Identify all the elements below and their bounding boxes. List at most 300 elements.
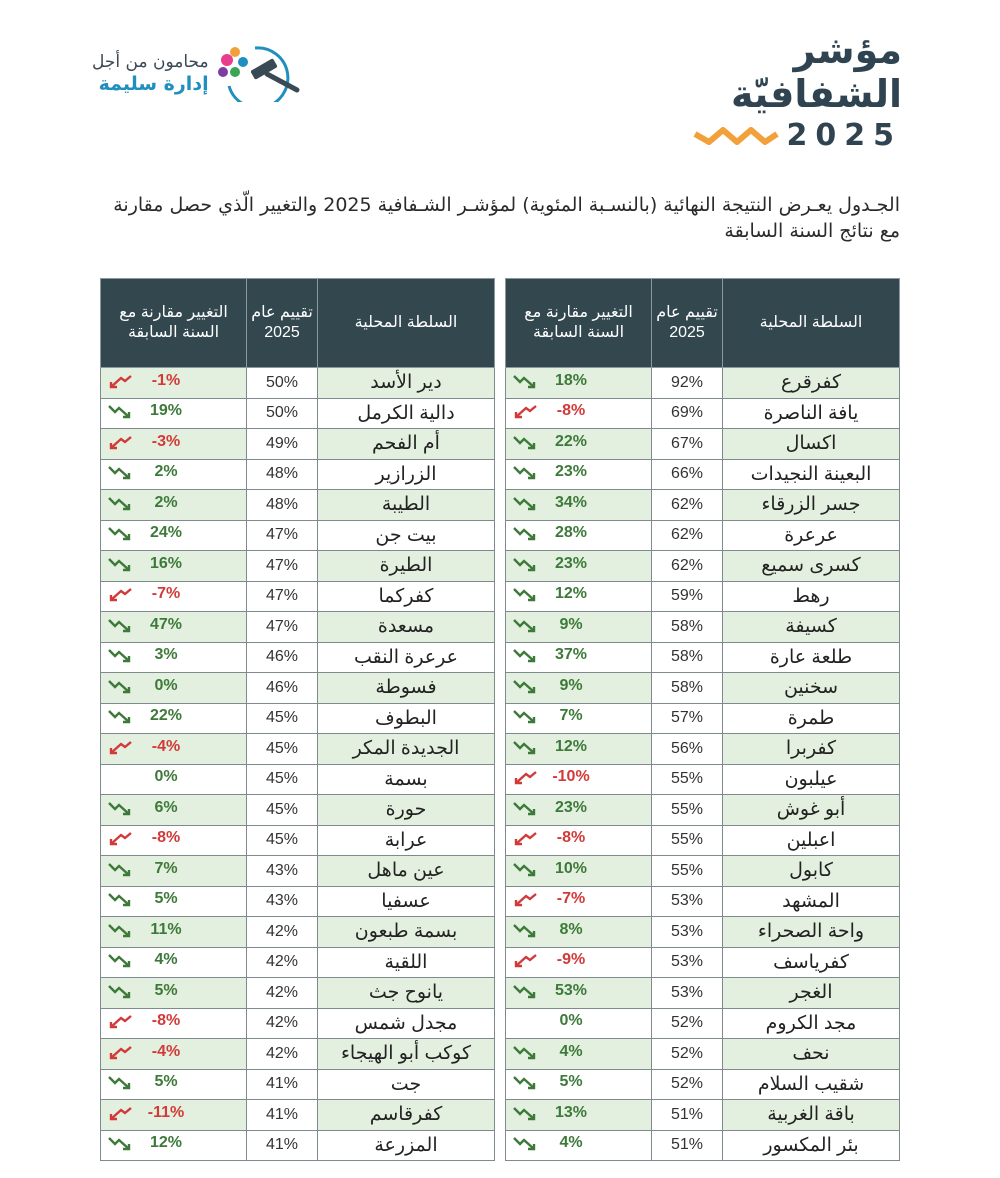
trend-up-icon <box>107 617 133 633</box>
table-row <box>506 490 900 521</box>
score-value: 47% <box>247 612 318 643</box>
change-cell <box>101 917 247 948</box>
table-row <box>506 673 900 704</box>
logo-line-2: إدارة سليمة <box>98 73 209 95</box>
change-value: -10% <box>552 768 590 786</box>
trend-up-icon <box>107 403 133 419</box>
change-cell <box>101 825 247 856</box>
change-value: 22% <box>149 707 183 725</box>
trend-down-icon <box>512 891 538 907</box>
table-row <box>506 795 900 826</box>
authority-name: البعينة النجيدات <box>723 459 900 490</box>
score-value: 57% <box>652 703 723 734</box>
score-value: 52% <box>652 1008 723 1039</box>
table-row <box>506 1100 900 1131</box>
change-value: 3% <box>154 646 178 664</box>
change-cell <box>506 856 652 887</box>
change-cell <box>506 734 652 765</box>
authority-name: أبو غوش <box>723 795 900 826</box>
change-cell <box>101 490 247 521</box>
trend-up-icon <box>107 464 133 480</box>
header-score: تقييم عام 2025 <box>652 279 723 368</box>
authority-name: الطيرة <box>318 551 495 582</box>
score-value: 59% <box>652 581 723 612</box>
logo-text <box>92 52 209 96</box>
change-value: 9% <box>559 615 583 633</box>
trend-up-icon <box>512 556 538 572</box>
table-row <box>506 642 900 673</box>
table-row <box>101 490 495 521</box>
authority-name: فسوطة <box>318 673 495 704</box>
authority-name: جت <box>318 1069 495 1100</box>
change-cell <box>506 886 652 917</box>
change-cell <box>506 1039 652 1070</box>
table-row <box>101 459 495 490</box>
trend-up-icon <box>512 800 538 816</box>
authority-name: عيلبون <box>723 764 900 795</box>
results-table-left <box>100 278 495 1161</box>
authority-name: كسرى سميع <box>723 551 900 582</box>
score-value: 55% <box>652 795 723 826</box>
table-row <box>506 734 900 765</box>
table-row <box>101 795 495 826</box>
change-value: 23% <box>554 554 588 572</box>
score-value: 58% <box>652 612 723 643</box>
trend-up-icon <box>107 983 133 999</box>
change-cell <box>506 459 652 490</box>
table-row <box>101 581 495 612</box>
table-row <box>101 398 495 429</box>
change-cell <box>101 703 247 734</box>
gavel-icon <box>215 42 311 106</box>
trend-down-icon <box>512 952 538 968</box>
trend-up-icon <box>107 525 133 541</box>
change-cell <box>506 1069 652 1100</box>
table-body <box>101 368 495 1161</box>
trend-up-icon <box>512 922 538 938</box>
table-row <box>101 856 495 887</box>
change-cell <box>101 1100 247 1131</box>
change-value: 4% <box>559 1134 583 1152</box>
change-value: 37% <box>554 646 588 664</box>
authority-name: عرعرة <box>723 520 900 551</box>
score-value: 41% <box>247 1069 318 1100</box>
score-value: 41% <box>247 1100 318 1131</box>
trend-up-icon <box>107 1074 133 1090</box>
score-value: 55% <box>652 825 723 856</box>
table-row <box>506 1130 900 1161</box>
score-value: 67% <box>652 429 723 460</box>
authority-name: كفركما <box>318 581 495 612</box>
table-row <box>506 825 900 856</box>
no-trend-icon <box>512 1013 538 1029</box>
score-value: 46% <box>247 673 318 704</box>
authority-name: كفرقاسم <box>318 1100 495 1131</box>
table-row <box>506 429 900 460</box>
authority-name: الغجر <box>723 978 900 1009</box>
change-value: 8% <box>559 920 583 938</box>
score-value: 43% <box>247 886 318 917</box>
change-cell <box>101 947 247 978</box>
table-row <box>101 673 495 704</box>
change-value: 5% <box>154 1073 178 1091</box>
change-cell <box>506 551 652 582</box>
authority-name: الزرازير <box>318 459 495 490</box>
table-row <box>506 764 900 795</box>
table-row <box>506 917 900 948</box>
results-table-right <box>505 278 900 1161</box>
change-cell <box>101 642 247 673</box>
change-value: -1% <box>151 371 181 389</box>
trend-up-icon <box>107 678 133 694</box>
score-value: 62% <box>652 520 723 551</box>
table-row <box>506 368 900 399</box>
score-value: 56% <box>652 734 723 765</box>
score-value: 55% <box>652 764 723 795</box>
table-row <box>506 612 900 643</box>
trend-down-icon <box>512 830 538 846</box>
score-value: 45% <box>247 795 318 826</box>
score-value: 47% <box>247 520 318 551</box>
change-value: 19% <box>149 402 183 420</box>
change-cell <box>506 520 652 551</box>
change-value: 53% <box>554 981 588 999</box>
authority-name: طلعة عارة <box>723 642 900 673</box>
authority-name: الطيبة <box>318 490 495 521</box>
change-value: -8% <box>151 1012 181 1030</box>
authority-name: يانوح جث <box>318 978 495 1009</box>
score-value: 42% <box>247 917 318 948</box>
table-row <box>101 703 495 734</box>
table-row <box>101 1130 495 1161</box>
trend-up-icon <box>107 647 133 663</box>
header-score: تقييم عام 2025 <box>247 279 318 368</box>
title-line-1: مؤشر <box>793 28 902 72</box>
table-row <box>101 978 495 1009</box>
change-cell <box>101 764 247 795</box>
change-cell <box>506 917 652 948</box>
authority-name: سخنين <box>723 673 900 704</box>
authority-name: مسعدة <box>318 612 495 643</box>
year-label: 2025 <box>786 117 902 153</box>
change-cell <box>101 398 247 429</box>
authority-name: شقيب السلام <box>723 1069 900 1100</box>
trend-down-icon <box>107 739 133 755</box>
table-row <box>101 520 495 551</box>
authority-name: كفربرا <box>723 734 900 765</box>
change-cell <box>506 825 652 856</box>
table-row <box>506 856 900 887</box>
trend-down-icon <box>107 1105 133 1121</box>
table-row <box>101 734 495 765</box>
score-value: 43% <box>247 856 318 887</box>
score-value: 62% <box>652 551 723 582</box>
table-row <box>101 1008 495 1039</box>
authority-name: عين ماهل <box>318 856 495 887</box>
change-cell <box>101 795 247 826</box>
authority-name: اعبلين <box>723 825 900 856</box>
authority-name: الجديدة المكر <box>318 734 495 765</box>
score-value: 50% <box>247 398 318 429</box>
trend-up-icon <box>512 464 538 480</box>
trend-up-icon <box>107 800 133 816</box>
change-value: 11% <box>150 920 182 938</box>
table-header-row <box>101 279 495 368</box>
authority-name: رهط <box>723 581 900 612</box>
score-value: 58% <box>652 642 723 673</box>
change-cell <box>101 886 247 917</box>
table-row <box>101 764 495 795</box>
authority-name: بيت جن <box>318 520 495 551</box>
change-value: 5% <box>154 890 178 908</box>
score-value: 45% <box>247 764 318 795</box>
table-row <box>101 612 495 643</box>
score-value: 41% <box>247 1130 318 1161</box>
score-value: 47% <box>247 581 318 612</box>
trend-up-icon <box>512 983 538 999</box>
score-value: 42% <box>247 947 318 978</box>
change-value: 16% <box>149 554 183 572</box>
change-cell <box>101 856 247 887</box>
table-row <box>101 1039 495 1070</box>
authority-name: اللقية <box>318 947 495 978</box>
change-value: -8% <box>151 829 181 847</box>
change-value: 12% <box>149 1134 183 1152</box>
table-body <box>506 368 900 1161</box>
table-row <box>506 886 900 917</box>
change-cell <box>101 1130 247 1161</box>
trend-up-icon <box>512 1135 538 1151</box>
authority-name: مجد الكروم <box>723 1008 900 1039</box>
trend-up-icon <box>512 617 538 633</box>
change-cell <box>101 734 247 765</box>
authority-name: المزرعة <box>318 1130 495 1161</box>
score-value: 48% <box>247 490 318 521</box>
authority-name: نحف <box>723 1039 900 1070</box>
score-value: 55% <box>652 856 723 887</box>
zigzag-icon <box>693 124 779 146</box>
change-cell <box>101 612 247 643</box>
score-value: 50% <box>247 368 318 399</box>
title-line-2: الشفافيّة <box>730 72 902 116</box>
table-row <box>101 917 495 948</box>
change-cell <box>101 368 247 399</box>
change-cell <box>101 520 247 551</box>
change-value: 22% <box>554 432 588 450</box>
table-row <box>101 551 495 582</box>
change-value: 34% <box>554 493 588 511</box>
change-cell <box>506 612 652 643</box>
score-value: 69% <box>652 398 723 429</box>
score-value: 53% <box>652 886 723 917</box>
trend-down-icon <box>107 434 133 450</box>
change-cell <box>101 978 247 1009</box>
change-value: 2% <box>154 493 178 511</box>
trend-up-icon <box>107 495 133 511</box>
authority-name: كفرياسف <box>723 947 900 978</box>
table-row <box>101 642 495 673</box>
table-row <box>506 459 900 490</box>
change-cell <box>506 1130 652 1161</box>
change-value: 28% <box>554 524 588 542</box>
score-value: 53% <box>652 917 723 948</box>
change-value: 24% <box>149 524 183 542</box>
trend-up-icon <box>512 1044 538 1060</box>
page-title <box>682 28 902 116</box>
trend-up-icon <box>107 952 133 968</box>
authority-name: كابول <box>723 856 900 887</box>
change-value: 6% <box>154 798 178 816</box>
authority-name: مجدل شمس <box>318 1008 495 1039</box>
score-value: 51% <box>652 1100 723 1131</box>
change-value: -8% <box>556 402 586 420</box>
intro-text: الجـدول يعـرض النتيجة النهائية (بالنسـبة المئوية) لمؤشـر الشـفافية 2025 والتغيير الّذي حصل مقارنة مع نتائج السنة السابقة <box>113 194 900 242</box>
authority-name: باقة الغربية <box>723 1100 900 1131</box>
score-value: 53% <box>652 978 723 1009</box>
change-cell <box>506 947 652 978</box>
table-row <box>506 1069 900 1100</box>
table-row <box>101 886 495 917</box>
change-cell <box>506 490 652 521</box>
change-value: 2% <box>154 463 178 481</box>
score-value: 49% <box>247 429 318 460</box>
trend-up-icon <box>512 373 538 389</box>
year-row <box>693 116 903 154</box>
trend-up-icon <box>107 922 133 938</box>
table-row <box>506 978 900 1009</box>
authority-name: بسمة <box>318 764 495 795</box>
change-value: 5% <box>559 1073 583 1091</box>
change-value: 10% <box>554 859 588 877</box>
authority-name: المشهد <box>723 886 900 917</box>
change-cell <box>506 429 652 460</box>
authority-name: اكسال <box>723 429 900 460</box>
authority-name: عسفيا <box>318 886 495 917</box>
trend-up-icon <box>512 1105 538 1121</box>
change-cell <box>101 1069 247 1100</box>
change-value: 23% <box>554 798 588 816</box>
change-value: 13% <box>554 1103 588 1121</box>
change-cell <box>506 1100 652 1131</box>
change-cell <box>506 764 652 795</box>
change-cell <box>506 368 652 399</box>
trend-up-icon <box>512 678 538 694</box>
table-row <box>506 551 900 582</box>
score-value: 45% <box>247 734 318 765</box>
table-row <box>101 825 495 856</box>
change-value: 4% <box>559 1042 583 1060</box>
trend-up-icon <box>512 647 538 663</box>
trend-down-icon <box>512 403 538 419</box>
table-row <box>506 398 900 429</box>
change-cell <box>506 398 652 429</box>
authority-name: واحة الصحراء <box>723 917 900 948</box>
change-value: 12% <box>554 737 588 755</box>
change-value: -4% <box>151 1042 181 1060</box>
trend-down-icon <box>512 769 538 785</box>
score-value: 51% <box>652 1130 723 1161</box>
change-cell <box>101 1008 247 1039</box>
authority-name: عرعرة النقب <box>318 642 495 673</box>
trend-down-icon <box>107 1013 133 1029</box>
change-cell <box>101 673 247 704</box>
trend-down-icon <box>107 373 133 389</box>
authority-name: كسيفة <box>723 612 900 643</box>
change-value: 7% <box>154 859 178 877</box>
change-cell <box>506 642 652 673</box>
change-value: 5% <box>154 981 178 999</box>
change-cell <box>506 703 652 734</box>
authority-name: دير الأسد <box>318 368 495 399</box>
authority-name: بئر المكسور <box>723 1130 900 1161</box>
logo <box>92 42 311 106</box>
table-row <box>506 1039 900 1070</box>
table-row <box>101 947 495 978</box>
change-value: 7% <box>559 707 583 725</box>
authority-name: دالية الكرمل <box>318 398 495 429</box>
table-row <box>101 368 495 399</box>
change-cell <box>101 1039 247 1070</box>
authority-name: أم الفحم <box>318 429 495 460</box>
table-row <box>506 1008 900 1039</box>
change-value: -4% <box>151 737 181 755</box>
table-header-row <box>506 279 900 368</box>
change-value: 47% <box>149 615 183 633</box>
change-value: 0% <box>154 676 178 694</box>
authority-name: يافة الناصرة <box>723 398 900 429</box>
table-row <box>101 429 495 460</box>
trend-up-icon <box>107 861 133 877</box>
header-authority: السلطة المحلية <box>318 279 495 368</box>
score-value: 47% <box>247 551 318 582</box>
change-cell <box>101 581 247 612</box>
score-value: 42% <box>247 978 318 1009</box>
score-value: 52% <box>652 1069 723 1100</box>
change-cell <box>506 1008 652 1039</box>
score-value: 45% <box>247 825 318 856</box>
change-value: 4% <box>154 951 178 969</box>
header-change: التغيير مقارنة مع السنة السابقة <box>101 279 247 368</box>
change-value: 0% <box>154 768 178 786</box>
authority-name: بسمة طبعون <box>318 917 495 948</box>
change-value: -7% <box>151 585 181 603</box>
authority-name: طمرة <box>723 703 900 734</box>
score-value: 66% <box>652 459 723 490</box>
trend-up-icon <box>512 739 538 755</box>
trend-up-icon <box>107 891 133 907</box>
trend-down-icon <box>107 1044 133 1060</box>
change-value: -8% <box>556 829 586 847</box>
score-value: 46% <box>247 642 318 673</box>
authority-name: البطوف <box>318 703 495 734</box>
trend-up-icon <box>512 861 538 877</box>
change-cell <box>506 978 652 1009</box>
score-value: 42% <box>247 1008 318 1039</box>
change-value: -7% <box>556 890 586 908</box>
authority-name: جسر الزرقاء <box>723 490 900 521</box>
logo-line-1: محامون من أجل <box>92 52 209 72</box>
change-cell <box>506 673 652 704</box>
table-row <box>101 1100 495 1131</box>
change-cell <box>506 795 652 826</box>
trend-up-icon <box>512 495 538 511</box>
authority-name: عرابة <box>318 825 495 856</box>
trend-down-icon <box>107 830 133 846</box>
change-value: 9% <box>559 676 583 694</box>
trend-down-icon <box>107 586 133 602</box>
change-value: 23% <box>554 463 588 481</box>
table-row <box>101 1069 495 1100</box>
